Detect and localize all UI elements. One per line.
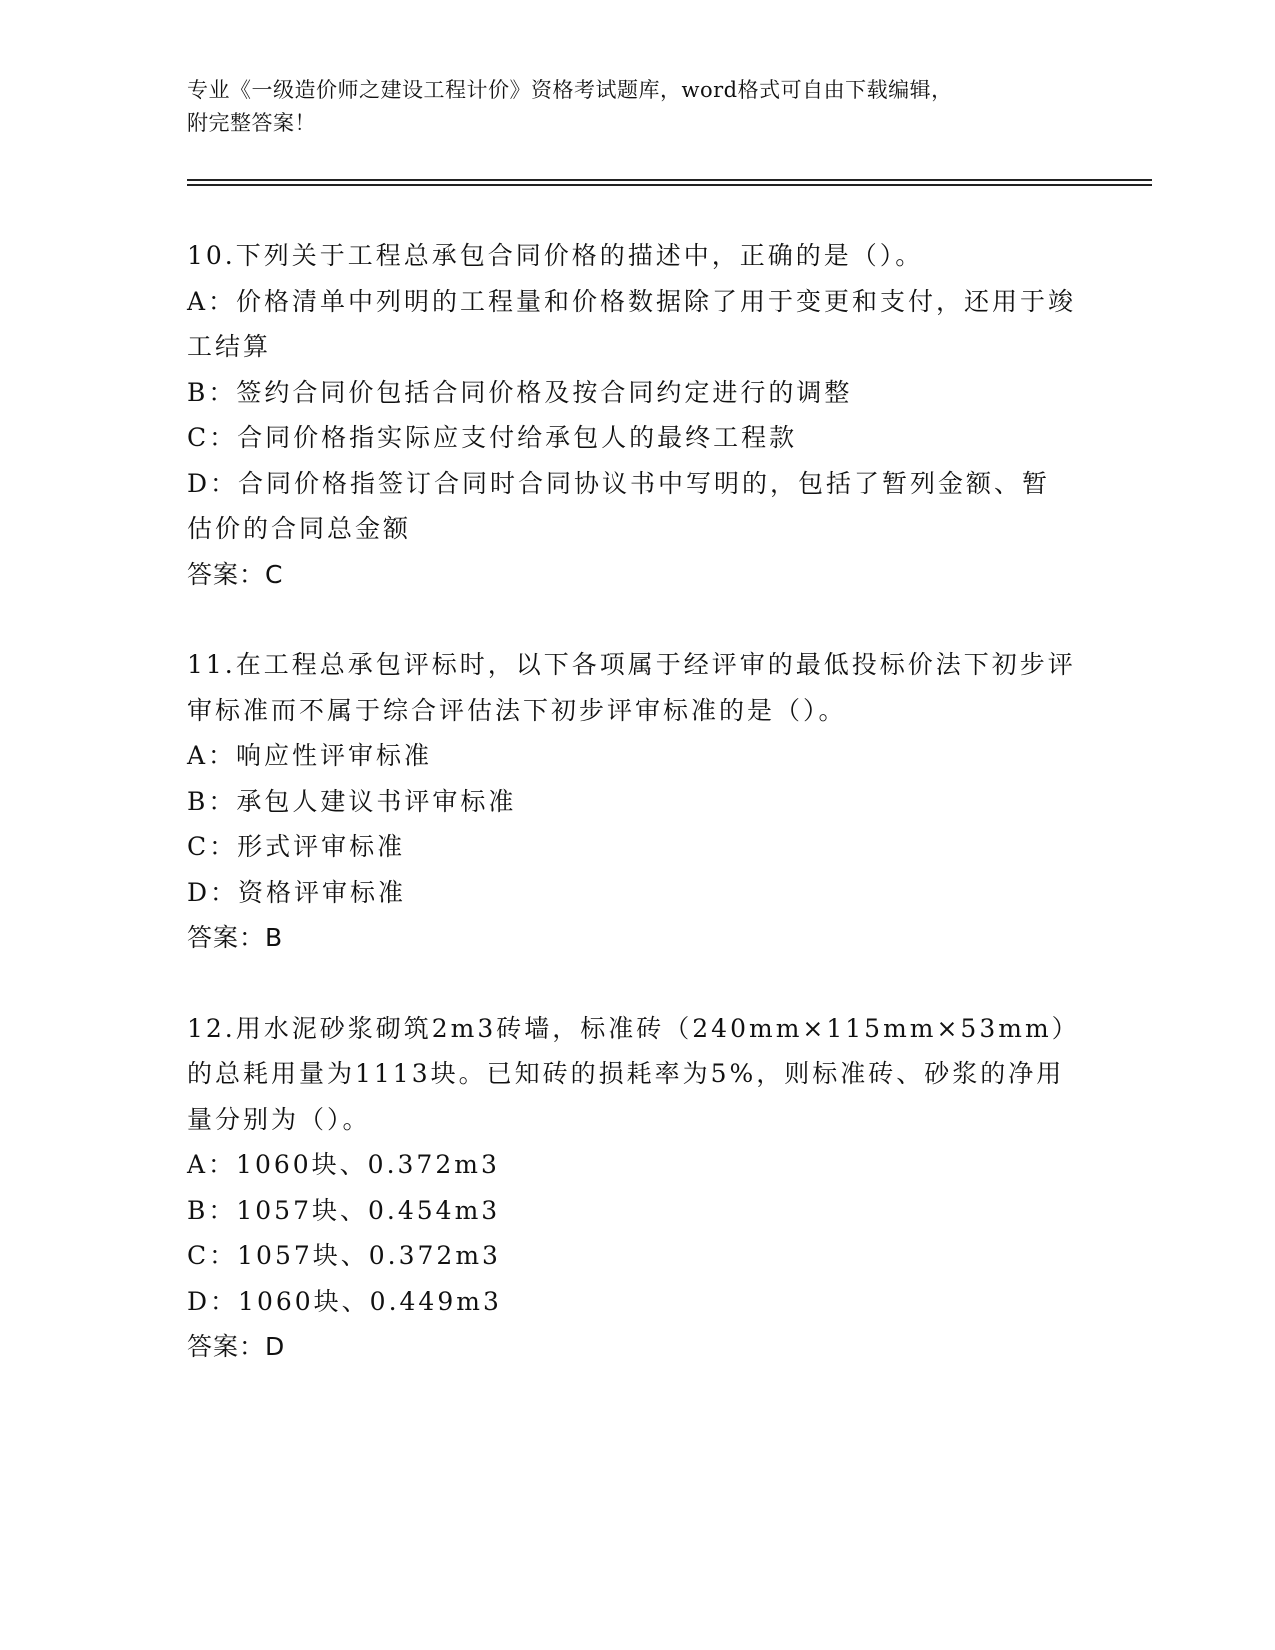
option-c: C：合同价格指实际应支付给承包人的最终工程款	[187, 423, 798, 452]
option-d: D：合同价格指签订合同时合同协议书中写明的，包括了暂列金额、暂估价的合同总金额	[187, 468, 1051, 543]
option-c: C：形式评审标准	[187, 832, 406, 861]
header-line-1: 专业《一级造价师之建设工程计价》资格考试题库，word格式可自由下载编辑，	[187, 78, 953, 102]
option-a: A：1060块、0.372m3	[187, 1150, 500, 1179]
option-b: B：1057块、0.454m3	[187, 1195, 501, 1225]
question-list	[187, 233, 1077, 1370]
header-divider-top	[187, 179, 1152, 181]
question-12	[187, 1006, 1077, 1370]
header-divider-bottom	[187, 184, 1152, 186]
option-c: C：1057块、0.372m3	[187, 1241, 501, 1270]
answer-label: 答案：D	[187, 1332, 286, 1361]
question-text: 10.下列关于工程总承包合同价格的描述中，正确的是（）。	[187, 241, 924, 270]
header-line-2: 附完整答案！	[187, 111, 316, 135]
question-10	[187, 233, 1077, 597]
document-header	[187, 74, 1067, 140]
option-d: D：1060块、0.449m3	[187, 1286, 502, 1316]
option-b: B：签约合同价包括合同价格及按合同约定进行的调整	[187, 377, 853, 407]
question-11	[187, 642, 1077, 961]
option-a: A：响应性评审标准	[187, 741, 433, 770]
answer-label: 答案：B	[187, 923, 284, 952]
question-text: 11.在工程总承包评标时，以下各项属于经评审的最低投标价法下初步评审标准而不属于综合评估法下初步评审标准的是（）。	[187, 650, 1076, 725]
option-b: B：承包人建议书评审标准	[187, 786, 517, 816]
question-text: 12.用水泥砂浆砌筑2m3砖墙，标准砖（240mm×115mm×53mm）的总耗用量为1113块。已知砖的损耗率为5%，则标准砖、砂浆的净用量分别为（）。	[187, 1013, 1068, 1134]
option-d: D：资格评审标准	[187, 877, 407, 907]
option-a: A：价格清单中列明的工程量和价格数据除了用于变更和支付，还用于竣工结算	[187, 286, 1077, 361]
answer-label: 答案：C	[187, 559, 284, 589]
